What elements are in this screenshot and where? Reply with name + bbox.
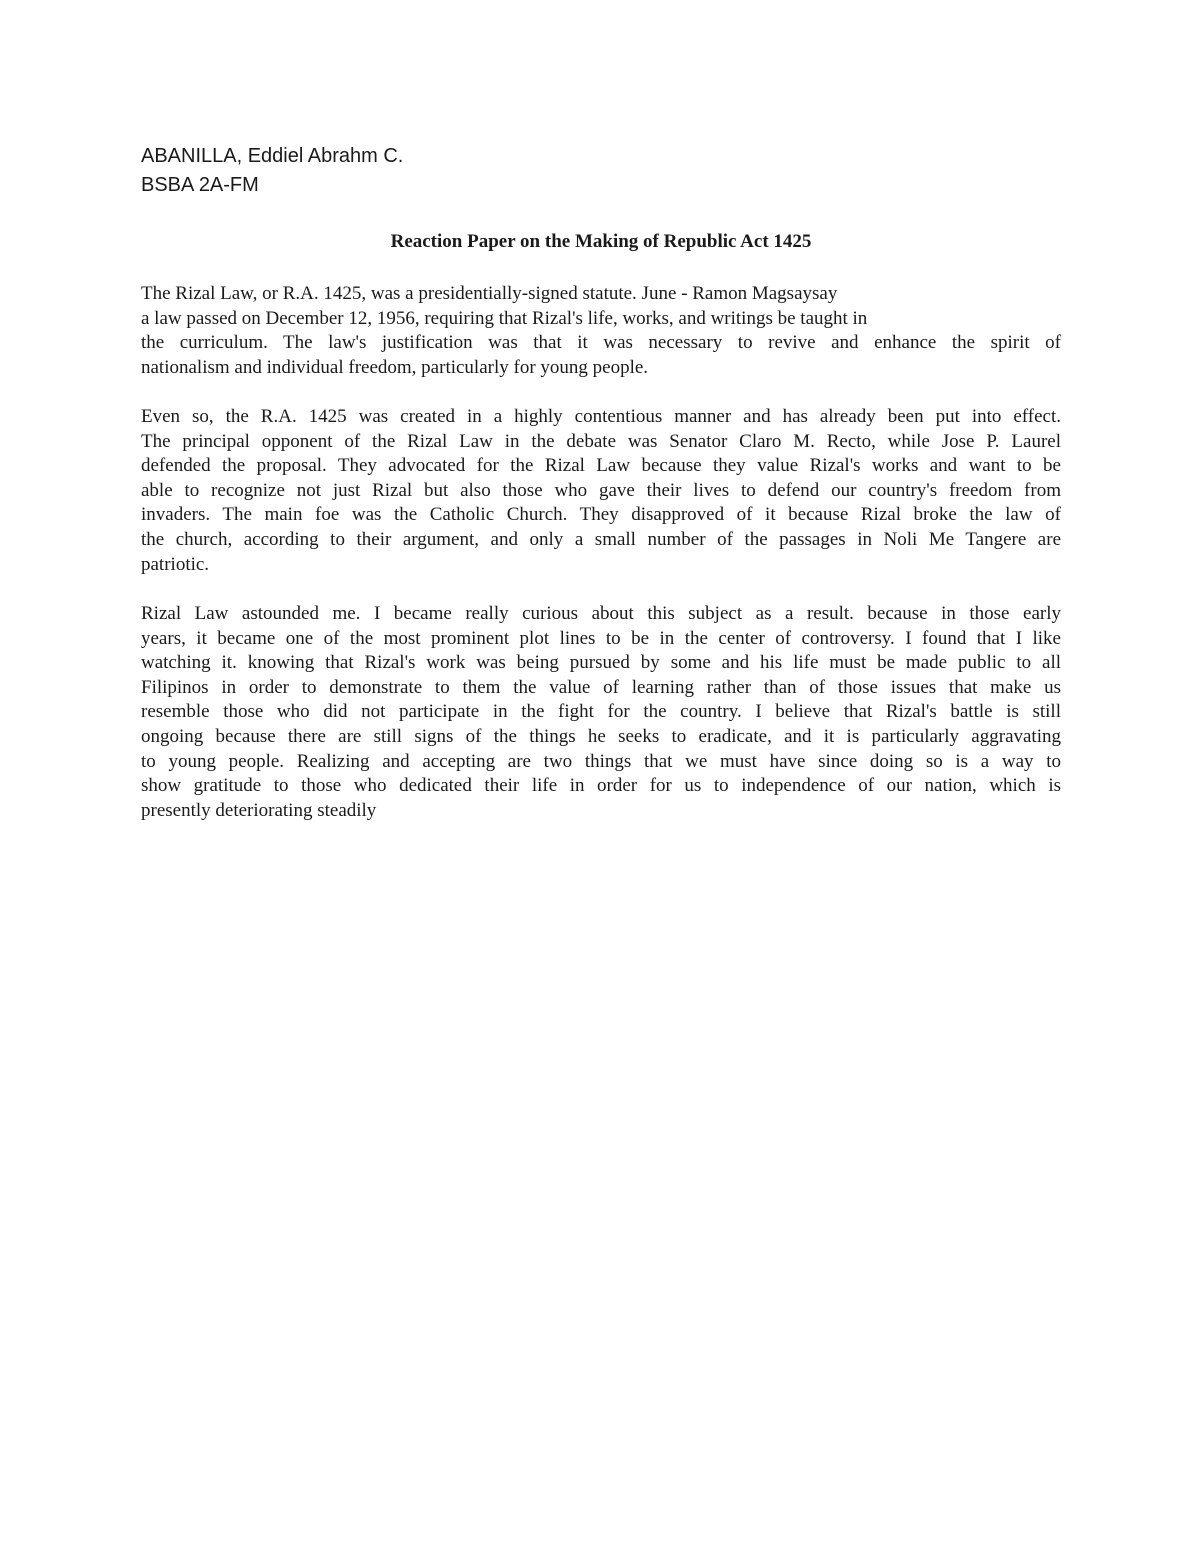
paragraph-1 xyxy=(141,282,1061,380)
paragraph-line: The principal opponent of the Rizal Law in the debate was Senator Claro M. Recto, while Jose P. Laurel xyxy=(141,430,1061,452)
paragraph-line: a law passed on December 12, 1956, requiring that Rizal's life, works, and writings be taught in xyxy=(141,307,868,329)
paragraph-line: able to recognize not just Rizal but also those who gave their lives to defend our country's freedom from xyxy=(141,479,1061,501)
paragraph-line: invaders. The main foe was the Catholic Church. They disapproved of it because Rizal broke the law of xyxy=(141,504,1061,526)
paragraph-line: Even so, the R.A. 1425 was created in a highly contentious manner and has already been put into effect. xyxy=(141,406,1061,427)
paragraph-line: show gratitude to those who dedicated their life in order for us to independence of our nation, which is xyxy=(141,775,1061,797)
paragraph-3 xyxy=(141,602,1061,823)
paragraph-line: defended the proposal. They advocated for the Rizal Law because they value Rizal's works and want to be xyxy=(141,455,1061,477)
paragraph-line: Rizal Law astounded me. I became really curious about this subject as a result. because in those early xyxy=(141,603,1061,624)
paragraph-line: presently deteriorating steadily xyxy=(141,799,377,821)
paragraph-line: ongoing because there are still signs of the things he seeks to eradicate, and it is particularly aggravating xyxy=(141,725,1061,747)
paragraph-line: watching it. knowing that Rizal's work was being pursued by some and his life must be made public to all xyxy=(141,652,1061,674)
paragraph-line: years, it became one of the most prominent plot lines to be in the center of controversy. I found that I like xyxy=(141,627,1061,649)
paragraph-line: the church, according to their argument, and only a small number of the passages in Noli Me Tangere are xyxy=(141,528,1061,550)
author-block xyxy=(141,142,403,200)
paragraph-line: Filipinos in order to demonstrate to them the value of learning rather than of those issues that make us xyxy=(141,676,1061,698)
author-name: ABANILLA, Eddiel Abrahm C. xyxy=(141,145,404,167)
paragraph-line: nationalism and individual freedom, particularly for young people. xyxy=(141,356,649,378)
paragraph-line: the curriculum. The law's justification was that it was necessary to revive and enhance the spirit of xyxy=(141,332,1061,354)
course-section: BSBA 2A-FM xyxy=(141,174,259,196)
paragraph-line: patriotic. xyxy=(141,553,210,575)
paragraph-line: to young people. Realizing and accepting are two things that we must have since doing so is a way to xyxy=(141,750,1061,772)
paragraph-2 xyxy=(141,405,1061,577)
paragraph-line: resemble those who did not participate in the fight for the country. I believe that Rizal's battle is still xyxy=(141,701,1061,723)
document-title: Reaction Paper on the Making of Republic Act 1425 xyxy=(390,231,812,252)
paragraph-line: The Rizal Law, or R.A. 1425, was a presidentially-signed statute. June - Ramon Magsaysay xyxy=(141,283,838,304)
